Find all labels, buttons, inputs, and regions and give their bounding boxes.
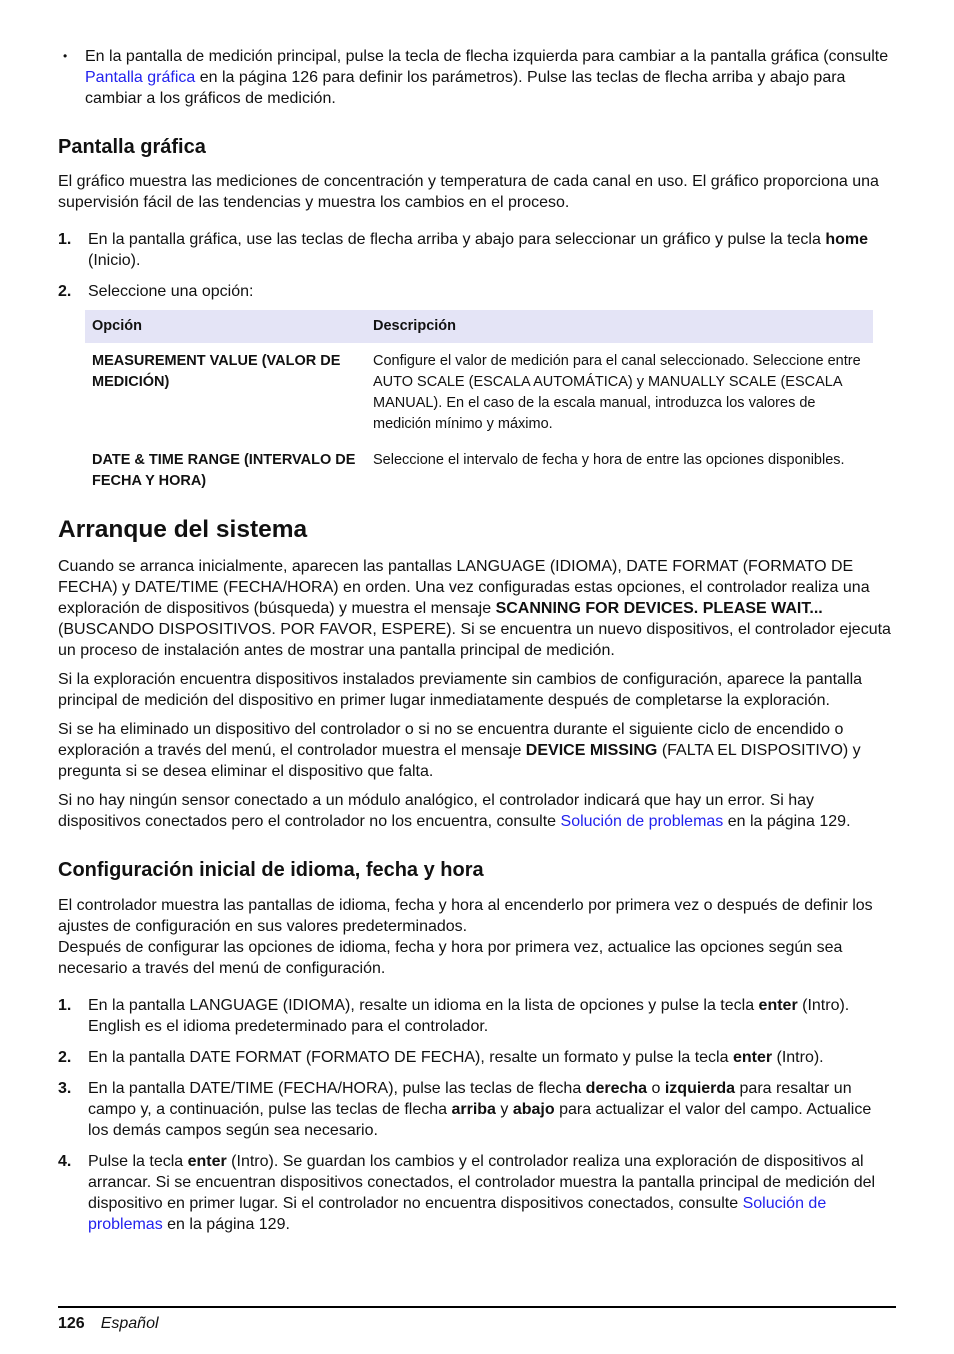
bold-text: DEVICE MISSING [525, 742, 658, 759]
text-run: (Intro). Se guardan los cambios y el controlador realiza una exploración de dispositivos al arrancar. Si se encuentran dispositivos conectados, el controlador muestra la pantalla principal de medición del dispositivo en primer lugar. Si el controlador no encuentra dispositivos conectados, consulte [88, 1153, 876, 1212]
step-item [58, 1151, 896, 1235]
step-number: 2. [58, 1049, 72, 1066]
cross-reference-link[interactable]: Solución de problemas [560, 813, 724, 830]
table-header-description: Descripción [366, 310, 873, 343]
step-number: 1. [58, 997, 72, 1014]
step-item [58, 1078, 896, 1141]
option-cell: MEASUREMENT VALUE (VALOR DE MEDICIÓN) [92, 353, 341, 390]
text-run: (Inicio). [88, 252, 141, 269]
text-run: (Intro). [772, 1049, 824, 1066]
config-inicial-steps [58, 995, 896, 1235]
text-run: En la pantalla de medición principal, pulse la tecla de flecha izquierda para cambiar a la pantalla gráfica (consulte [85, 48, 889, 65]
bold-text: home [825, 231, 868, 248]
description-cell: Seleccione el intervalo de fecha y hora de entre las opciones disponibles. [373, 452, 845, 468]
text-run: En la pantalla DATE/TIME (FECHA/HORA), pulse las teclas de flecha [88, 1080, 586, 1097]
step-number: 1. [58, 231, 72, 248]
text-run: En la pantalla gráfica, use las teclas de flecha arriba y abajo para seleccionar un gráfico y pulse la tecla [88, 231, 826, 248]
step-text [88, 281, 896, 302]
bold-text: enter [732, 1049, 773, 1066]
description-cell: Configure el valor de medición para el canal seleccionado. Seleccione entre AUTO SCALE (ESCALA AUTOMÁTICA) y MANUALLY SCALE (ESCALA MANUAL). En el caso de la escala manual, introduzca los valores de medición mínimo y máximo. [373, 353, 861, 432]
text-run: El controlador muestra las pantallas de idioma, fecha y hora al encenderlo por primera vez o después de definir los ajustes de configuración en sus valores predeterminados. [58, 897, 873, 935]
pantalla-grafica-intro-paragraph [58, 171, 896, 213]
text-run: en la página 129. [162, 1216, 290, 1233]
text-run: en la página 129. [723, 813, 851, 830]
bold-text: enter [758, 997, 798, 1014]
config-paragraph [58, 895, 896, 937]
text-run: Si la exploración encuentra dispositivos instalados previamente sin cambios de configuración, aparece la pantalla principal de medición del dispositivo en primer lugar inmediatamente después de completarse la exploración. [58, 671, 863, 709]
text-run: (BUSCANDO DISPOSITIVOS. POR FAVOR, ESPERE). Si se encuentra un nuevo dispositivos, el controlador ejecuta un proceso de instalación antes de mostrar una pantalla principal de medición. [58, 621, 891, 659]
section-heading-pantalla-grafica: Pantalla gráfica [58, 136, 206, 158]
bold-text: abajo [512, 1101, 555, 1118]
section-heading-configuracion-inicial: Configuración inicial de idioma, fecha y hora [58, 859, 484, 881]
text-run: Si se ha eliminado un dispositivo del controlador o si no se encuentra durante el siguiente ciclo de encendido o exploración a través del menú, el controlador muestra el mensaje [58, 721, 844, 759]
text-run: En la pantalla LANGUAGE (IDIOMA), resalte un idioma en la lista de opciones y pulse la tecla [88, 997, 759, 1014]
text-run: Cuando se arranca inicialmente, aparecen las pantallas LANGUAGE (IDIOMA), DATE FORMAT (FORMATO DE FECHA) y DATE/TIME (FECHA/HORA) en orden. Una vez configuradas estas opciones, el controlador realiza una exploración de dispositivos (búsqueda) y muestra el mensaje [58, 558, 870, 617]
text-run: para actualizar el valor del campo. Actualice los demás campos según sea necesario. [88, 1101, 872, 1139]
table-header-row [85, 310, 873, 343]
table-row [85, 343, 873, 438]
step-text [88, 1078, 896, 1141]
step-text [88, 1047, 896, 1068]
arranque-paragraph [58, 556, 896, 661]
footer-language-label: Español [100, 1315, 159, 1332]
step-text [88, 1151, 896, 1235]
section-heading-arranque-del-sistema: Arranque del sistema [58, 516, 308, 543]
options-table [85, 310, 873, 495]
step-item [58, 229, 896, 271]
footer-page-number: 126 [58, 1315, 85, 1332]
text-run: El gráfico muestra las mediciones de concentración y temperatura de cada canal en uso. El gráfico proporciona una supervisión fácil de las tendencias y muestra los cambios en el proceso. [58, 173, 879, 211]
step-number: 3. [58, 1080, 72, 1097]
bullet-marker: • [63, 49, 68, 63]
text-run: Si no hay ningún sensor conectado a un módulo analógico, el controlador indicará que hay un error. Si hay dispositivos conectados pero el controlador no los encuentra, consulte [58, 792, 815, 830]
config-paragraph [58, 937, 896, 979]
table-header-option: Opción [85, 310, 366, 343]
option-cell: DATE & TIME RANGE (INTERVALO DE FECHA Y HORA) [92, 452, 356, 489]
bold-text: enter [187, 1153, 227, 1170]
text-run: Pulse la tecla [88, 1153, 188, 1170]
text-run: en la página 126 para definir los parámetros). Pulse las teclas de flecha arriba y abajo para cambiar a los gráficos de medición. [85, 69, 846, 107]
arranque-paragraph [58, 669, 896, 711]
bold-text: SCANNING FOR DEVICES. PLEASE WAIT... [495, 600, 823, 617]
text-run: o [647, 1080, 665, 1097]
step-number: 2. [58, 283, 72, 300]
step-text [88, 995, 896, 1037]
text-run: Después de configurar las opciones de idioma, fecha y hora por primera vez, actualice las opciones según sea necesario a través del menú de configuración. [58, 939, 843, 977]
step-text [88, 229, 896, 271]
arranque-paragraph [58, 719, 896, 782]
bold-text: derecha [585, 1080, 648, 1097]
step-item [58, 995, 896, 1037]
bold-text: arriba [451, 1101, 496, 1118]
cross-reference-link[interactable]: Pantalla gráfica [85, 69, 196, 86]
footer-text [58, 1313, 896, 1334]
config-inicial-paragraphs [58, 895, 896, 979]
text-run: y [495, 1101, 513, 1118]
text-run: para resaltar un campo y, a continuación, pulse las teclas de flecha [88, 1080, 852, 1118]
footer-rule [58, 1306, 896, 1308]
intro-bullet-item [58, 46, 896, 109]
text-run: (Intro). English es el idioma predeterminado para el controlador. [88, 997, 850, 1035]
cross-reference-link[interactable]: Solución de problemas [88, 1195, 827, 1233]
step-item [58, 281, 896, 302]
step-number: 4. [58, 1153, 72, 1170]
text-run: En la pantalla DATE FORMAT (FORMATO DE FECHA), resalte un formato y pulse la tecla [88, 1049, 733, 1066]
intro-bullet-text [85, 46, 896, 109]
text-run: (FALTA EL DISPOSITIVO) y pregunta si se desea eliminar el dispositivo que falta. [58, 742, 861, 780]
table-row [85, 438, 873, 495]
step-item [58, 1047, 896, 1068]
arranque-paragraph [58, 790, 896, 832]
bold-text: izquierda [664, 1080, 736, 1097]
text-run: Seleccione una opción: [88, 283, 254, 300]
pantalla-grafica-steps [58, 229, 896, 302]
page-footer [58, 1306, 896, 1334]
